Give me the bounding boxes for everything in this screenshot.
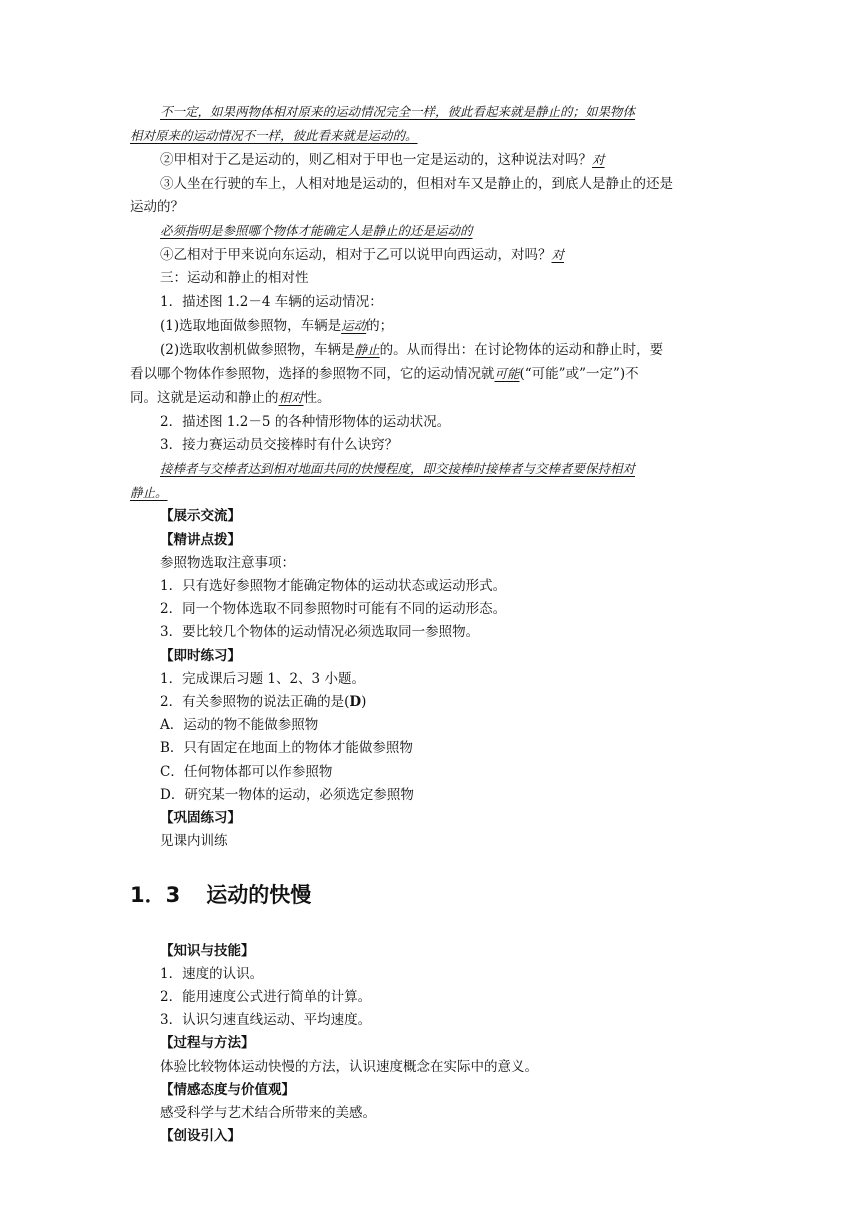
line-text: (2)选取收割机做参照物，车辆是 bbox=[160, 342, 355, 359]
upper-line bbox=[130, 668, 735, 691]
handwritten-answer: 静止。 bbox=[130, 485, 168, 501]
upper-line bbox=[130, 100, 735, 124]
line-text: 2．同一个物体选取不同参照物时可能有不同的运动形态。 bbox=[160, 601, 507, 618]
fill-in-answer: 运动 bbox=[341, 317, 367, 333]
line-text: B．只有固定在地面上的物体才能做参照物 bbox=[160, 740, 413, 757]
line-text-continued: ) bbox=[361, 694, 367, 711]
section-label: 【知识与技能】 bbox=[160, 942, 255, 959]
upper-line bbox=[130, 552, 735, 575]
upper-line bbox=[130, 243, 735, 267]
upper-line bbox=[130, 505, 735, 528]
choice-answer: D bbox=[349, 694, 362, 711]
upper-line bbox=[130, 219, 735, 243]
line-text: 3．认识匀速直线运动、平均速度。 bbox=[160, 1012, 372, 1029]
line-text-continued: 性。 bbox=[303, 390, 331, 407]
text-block-upper bbox=[130, 100, 735, 854]
section-title: 运动的快慢 bbox=[206, 882, 312, 907]
line-text: (1)选取地面做参照物，车辆是 bbox=[160, 317, 342, 334]
upper-line bbox=[130, 124, 735, 148]
upper-line bbox=[130, 575, 735, 598]
upper-line bbox=[130, 481, 735, 505]
line-text: C．任何物体都可以作参照物 bbox=[160, 763, 333, 780]
line-text: 1．速度的认识。 bbox=[160, 965, 264, 982]
upper-line bbox=[130, 338, 735, 362]
line-text-continued: (“可能”或”一定”)不 bbox=[519, 366, 639, 383]
upper-line bbox=[130, 386, 735, 410]
handwritten-answer: 相对原来的运动情况不一样，彼此看来就是运动的。 bbox=[130, 128, 418, 144]
handwritten-answer: 必须指明是参照哪个物体才能确定人是静止的还是运动的 bbox=[160, 223, 473, 239]
handwritten-answer: 接棒者与交棒者达到相对地面共同的快慢程度，即交接棒时接棒者与交棒者要保持相对 bbox=[160, 461, 636, 477]
upper-line bbox=[130, 148, 735, 172]
line-text: A．运动的物不能做参照物 bbox=[160, 717, 319, 734]
line-text: 2．描述图 1.2－5 的各种情形物体的运动状况。 bbox=[160, 413, 451, 430]
section-label: 【巩固练习】 bbox=[160, 810, 241, 827]
upper-line bbox=[130, 529, 735, 552]
lower-line bbox=[130, 1102, 735, 1125]
section-number: 1．3 bbox=[130, 882, 181, 907]
upper-line bbox=[130, 411, 735, 434]
fill-in-answer: 对 bbox=[592, 152, 605, 168]
upper-line bbox=[130, 598, 735, 621]
section-heading bbox=[130, 880, 735, 910]
line-text: 看以哪个物体作参照物，选择的参照物不同，它的运动情况就 bbox=[130, 366, 495, 383]
fill-in-answer: 可能 bbox=[494, 366, 520, 382]
upper-line bbox=[130, 267, 735, 290]
lower-line bbox=[130, 1079, 735, 1102]
lower-line bbox=[130, 1032, 735, 1055]
line-text: 参照物选取注意事项： bbox=[160, 554, 295, 571]
line-text: 同。这就是运动和静止的 bbox=[130, 390, 279, 407]
upper-line bbox=[130, 714, 735, 737]
upper-line bbox=[130, 621, 735, 644]
upper-line bbox=[130, 434, 735, 457]
lower-line bbox=[130, 1009, 735, 1032]
upper-line bbox=[130, 761, 735, 784]
section-label: 【情感态度与价值观】 bbox=[160, 1081, 295, 1098]
upper-line bbox=[130, 830, 735, 853]
fill-in-answer: 相对 bbox=[278, 390, 304, 406]
upper-line bbox=[130, 457, 735, 481]
upper-line bbox=[130, 314, 735, 338]
upper-line bbox=[130, 691, 735, 714]
section-label: 【展示交流】 bbox=[160, 508, 241, 525]
section-label: 【即时练习】 bbox=[160, 647, 241, 664]
line-text-continued: 的。从而得出：在讨论物体的运动和静止时，要 bbox=[379, 342, 664, 359]
upper-line bbox=[130, 291, 735, 314]
line-text-continued: 的； bbox=[366, 317, 394, 334]
upper-line bbox=[130, 807, 735, 830]
document-page bbox=[130, 100, 735, 1148]
line-text: 3．要比较几个物体的运动情况必须选取同一参照物。 bbox=[160, 624, 480, 641]
section-label: 【过程与方法】 bbox=[160, 1035, 255, 1052]
lower-line bbox=[130, 1056, 735, 1079]
handwritten-answer: 不一定，如果两物体相对原来的运动情况完全一样，彼此看起来就是静止的；如果物体 bbox=[160, 104, 636, 119]
lower-line bbox=[130, 1125, 735, 1148]
line-text: ④乙相对于甲来说向东运动，相对于乙可以说甲向西运动，对吗？ bbox=[160, 247, 552, 264]
text-block-lower bbox=[130, 940, 735, 1149]
fill-in-answer: 静止 bbox=[354, 342, 380, 358]
lower-line bbox=[130, 963, 735, 986]
line-text: 三：运动和静止的相对性 bbox=[160, 270, 309, 287]
line-text: 体验比较物体运动快慢的方法，认识速度概念在实际中的意义。 bbox=[160, 1058, 538, 1075]
line-text: D．研究某一物体的运动，必须选定参照物 bbox=[160, 786, 414, 803]
upper-line bbox=[130, 784, 735, 807]
line-text: ②甲相对于乙是运动的，则乙相对于甲也一定是运动的，这种说法对吗？ bbox=[160, 152, 592, 169]
upper-line bbox=[130, 645, 735, 668]
line-text: ③人坐在行驶的车上，人相对地是运动的，但相对车又是静止的，到底人是静止的还是 bbox=[160, 175, 673, 192]
line-text: 3．接力赛运动员交接棒时有什么诀窍？ bbox=[160, 436, 399, 453]
upper-line bbox=[130, 196, 735, 219]
section-label: 【创设引入】 bbox=[160, 1128, 241, 1145]
line-text: 2．有关参照物的说法正确的是( bbox=[160, 694, 350, 711]
line-text: 1．完成课后习题 1、2、3 小题。 bbox=[160, 670, 365, 687]
upper-line bbox=[130, 737, 735, 760]
line-text: 1．描述图 1.2－4 车辆的运动情况： bbox=[160, 293, 383, 310]
line-text: 2．能用速度公式进行简单的计算。 bbox=[160, 988, 372, 1005]
lower-line bbox=[130, 940, 735, 963]
section-label: 【精讲点拨】 bbox=[160, 531, 241, 548]
line-text: 见课内训练 bbox=[160, 833, 228, 850]
line-text: 运动的？ bbox=[130, 198, 184, 215]
upper-line bbox=[130, 362, 735, 386]
upper-line bbox=[130, 173, 735, 196]
lower-line bbox=[130, 986, 735, 1009]
line-text: 感受科学与艺术结合所带来的美感。 bbox=[160, 1104, 376, 1121]
fill-in-answer: 对 bbox=[551, 247, 565, 263]
line-text: 1．只有选好参照物才能确定物体的运动状态或运动形式。 bbox=[160, 578, 507, 595]
